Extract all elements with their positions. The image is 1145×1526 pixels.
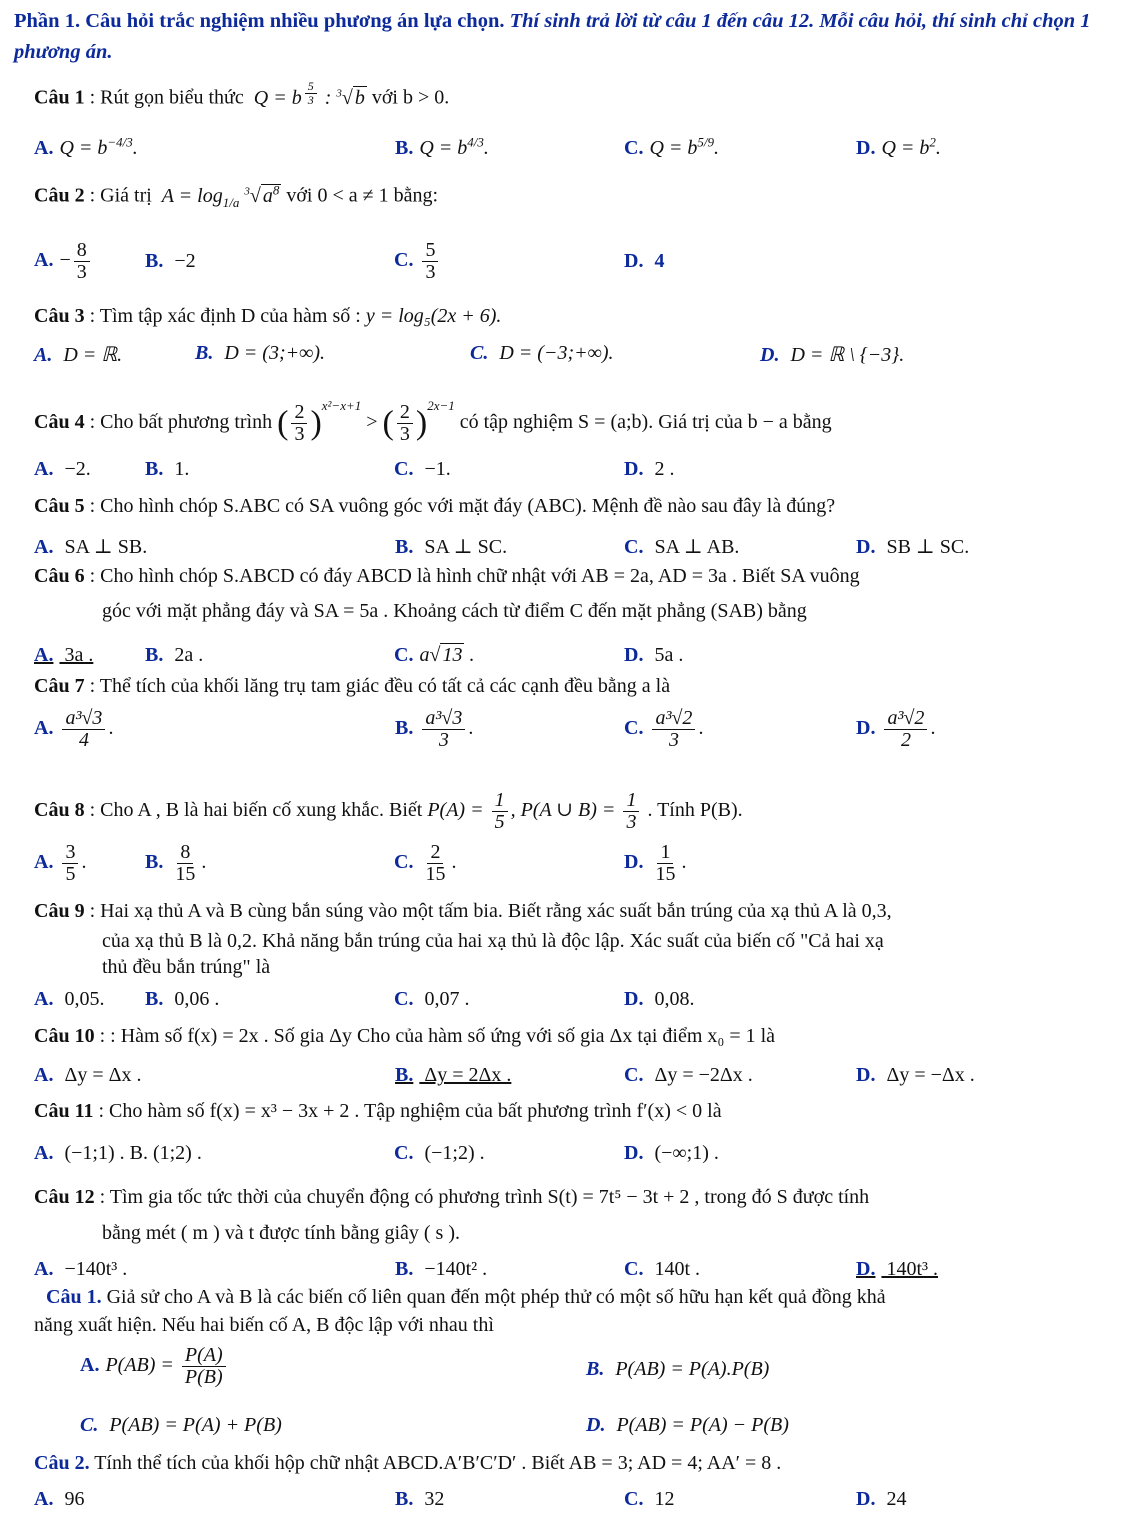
q1-option-b[interactable]: B. $Q = b^{4/3}$. <box>395 134 489 159</box>
q8-option-b[interactable]: B. $\frac{8}{15}$ . <box>145 841 207 885</box>
q8-option-d[interactable]: D. $\frac{1}{15}$ . <box>624 841 687 885</box>
extra1-option-b[interactable]: B. P(AB) = P(A).P(B) <box>586 1358 770 1380</box>
q11-option-a[interactable]: A. (−1;1) . B. (1;2) . <box>34 1142 202 1164</box>
extra-question-1-cont <box>34 1314 494 1337</box>
question-text: : Cho bất phương trình <box>89 411 273 433</box>
q4-option-b[interactable]: B. 1. <box>145 458 190 480</box>
question-text: : Tìm gia tốc tức thời của chuyển động có phương trình S(t) = 7t⁵ − 3t + 2 , trong đó S được tính <box>99 1186 870 1208</box>
q5-option-c[interactable]: C. SA ⊥ AB. <box>624 536 740 558</box>
q6-option-d[interactable]: D. 5a . <box>624 644 684 666</box>
q1-option-d[interactable]: D. $Q = b^2$. <box>856 134 941 159</box>
q7-option-c[interactable]: C. $\frac{\text{a³√2}}{3}$ . <box>624 707 704 751</box>
question-text: : Cho hàm số f(x) = x³ − 3x + 2 . Tập nghiệm của bất phương trình f′(x) < 0 là <box>98 1100 722 1122</box>
question-6 <box>34 565 860 588</box>
question-8 <box>34 790 743 833</box>
q9-option-c[interactable]: C. 0,07 . <box>394 988 470 1010</box>
question-4 <box>34 398 832 445</box>
q8-option-a[interactable]: A. $\frac{3}{5}$ . <box>34 841 87 885</box>
question-label: Câu 1 <box>34 86 85 109</box>
question-expr: ( $\frac{2}{3}$ )$^{x^2-x+1}$ > ( $\frac{2}{3}$ )$^{2x-1}$ <box>277 398 455 445</box>
q7-option-b[interactable]: B. $\frac{\text{a³√3}}{3}$ . <box>395 707 474 751</box>
q4-option-c[interactable]: C. −1. <box>394 458 451 480</box>
question-label: Câu 11 <box>34 1100 94 1122</box>
question-10 <box>34 1025 775 1048</box>
question-5 <box>34 495 835 518</box>
extra2-option-a[interactable]: A. 96 <box>34 1488 85 1510</box>
q1-option-c[interactable]: C. $Q = b^{5/9}$. <box>624 134 720 159</box>
question-text: : Cho hình chóp S.ABCD có đáy ABCD là hình chữ nhật với AB = 2a, AD = 3a . Biết SA vuông <box>89 565 860 587</box>
question-label: Câu 5 <box>34 495 85 517</box>
q6-option-a[interactable]: A. 3a . <box>34 644 94 666</box>
question-6-cont <box>102 600 807 623</box>
question-expr: Q = b $^{\frac{5}{3}}$ : $^3$√ b <box>248 79 365 109</box>
q3-option-b[interactable]: B. D = (3;+∞). <box>195 342 326 364</box>
question-condition: có tập nghiệm S = (a;b). Giá trị của b − a bằng <box>459 411 832 433</box>
extra2-option-c[interactable]: C. 12 <box>624 1488 675 1510</box>
q11-option-c[interactable]: C. (−1;2) . <box>394 1142 485 1164</box>
q6-option-c[interactable]: C. a√ 13 . <box>394 644 475 666</box>
q2-option-d[interactable]: D. 4 <box>624 250 665 272</box>
question-label: Câu 2 <box>34 184 85 207</box>
question-text: Giả sử cho A và B là các biến cố liên quan đến một phép thử có một số hữu hạn kết quả đồng khả <box>106 1286 886 1308</box>
part-instruction: Thí sinh trả lời từ câu 1 đến câu 12. Mỗi câu hỏi, thí sinh chỉ chọn 1 phương án. <box>14 10 1091 63</box>
q9-option-a[interactable]: A. 0,05. <box>34 988 105 1010</box>
q10-option-d[interactable]: D. Δy = −Δx . <box>856 1064 975 1086</box>
question-text: thủ đều bắn trúng" là <box>102 956 271 978</box>
question-label: Câu 2. <box>34 1452 90 1474</box>
q7-option-a[interactable]: A. $\frac{\text{a³√3}}{4}$ . <box>34 707 114 751</box>
q1-option-a[interactable]: A. $Q = b^{-4/3}$. <box>34 134 138 159</box>
part-header <box>14 6 1129 68</box>
q4-option-d[interactable]: D. 2 . <box>624 458 675 480</box>
q5-option-b[interactable]: B. SA ⊥ SC. <box>395 536 508 558</box>
question-text: : Cho hình chóp S.ABC có SA vuông góc với mặt đáy (ABC). Mệnh đề nào sau đây là đúng? <box>89 495 836 517</box>
q3-option-d[interactable]: D. D = ℝ \ {−3}. <box>760 344 905 366</box>
question-text: : Cho A , B là hai biến cố xung khắc. Biết <box>89 799 423 822</box>
q12-option-b[interactable]: B. −140t² . <box>395 1258 488 1280</box>
q12-option-d[interactable]: D. 140t³ . <box>856 1258 939 1280</box>
extra2-option-b[interactable]: B. 32 <box>395 1488 445 1510</box>
q3-option-c[interactable]: C. D = (−3;+∞). <box>470 342 614 364</box>
question-label: Câu 1. <box>46 1286 102 1308</box>
extra1-option-a[interactable]: A. P(AB) = $\frac{P(A)}{P(B)}$ <box>80 1345 229 1388</box>
q9-option-d[interactable]: D. 0,08. <box>624 988 695 1010</box>
q3-option-a[interactable]: A. D = ℝ. <box>34 344 123 366</box>
question-label: Câu 12 <box>34 1186 95 1208</box>
question-condition: với b > 0. <box>371 86 450 109</box>
question-text: của xạ thủ B là 0,2. Khả năng bắn trúng của hai xạ thủ là độc lập. Xác suất của biến cố "Cả hai xạ <box>102 930 884 952</box>
question-condition: với 0 < a ≠ 1 bằng: <box>286 184 439 207</box>
question-text: : Rút gọn biểu thức <box>89 86 244 109</box>
q11-option-d[interactable]: D. (−∞;1) . <box>624 1142 719 1164</box>
extra-question-2 <box>34 1452 781 1475</box>
question-expr: y = log₅(2x + 6). <box>365 305 502 327</box>
question-condition: . Tính P(B). <box>647 799 743 822</box>
question-text: : Hai xạ thủ A và B cùng bắn súng vào một tấm bia. Biết rằng xác suất bắn trúng của xạ thủ A là 0,3, <box>89 900 892 922</box>
question-9-cont2 <box>102 956 270 979</box>
question-9 <box>34 900 892 923</box>
q2-option-c[interactable]: C. $\frac{5}{3}$ <box>394 240 441 283</box>
question-text: bằng mét ( m ) và t được tính bằng giây ( s ). <box>102 1222 460 1244</box>
extra1-option-c[interactable]: C. P(AB) = P(A) + P(B) <box>80 1414 282 1436</box>
question-1 <box>34 80 449 110</box>
question-label: Câu 6 <box>34 565 85 587</box>
question-label: Câu 4 <box>34 411 85 433</box>
question-text: : Giá trị <box>89 184 152 207</box>
question-label: Câu 3 <box>34 305 85 327</box>
question-text: góc với mặt phẳng đáy và SA = 5a . Khoảng cách từ điểm C đến mặt phẳng (SAB) bằng <box>102 600 807 622</box>
question-text: : Tìm tập xác định D của hàm số : <box>89 305 361 327</box>
q10-option-b[interactable]: B. Δy = 2Δx . <box>395 1064 512 1086</box>
q7-option-d[interactable]: D. $\frac{\text{a³√2}}{2}$ . <box>856 707 936 751</box>
question-7 <box>34 675 670 698</box>
question-label: Câu 9 <box>34 900 85 922</box>
question-12-cont <box>102 1222 460 1245</box>
extra-question-1 <box>46 1286 886 1309</box>
question-label: Câu 7 <box>34 675 85 697</box>
question-11 <box>34 1100 722 1123</box>
q12-option-c[interactable]: C. 140t . <box>624 1258 701 1280</box>
extra1-option-d[interactable]: D. P(AB) = P(A) − P(B) <box>586 1414 789 1436</box>
question-text: : : Hàm số f(x) = 2x . Số gia Δy Cho của hàm số ứng với số gia Δx tại điểm x₀ = 1 là <box>99 1025 776 1047</box>
q4-option-a[interactable]: A. −2. <box>34 458 91 480</box>
question-expr: P(A) = $\frac{1}{5}$ , P(A ∪ B) = $\frac{1}{3}$ <box>427 799 642 821</box>
q5-option-a[interactable]: A. SA ⊥ SB. <box>34 536 148 558</box>
extra2-option-d[interactable]: D. 24 <box>856 1488 907 1510</box>
q12-option-a[interactable]: A. −140t³ . <box>34 1258 128 1280</box>
q2-option-a[interactable]: A. − $\frac{8}{3}$ <box>34 240 93 283</box>
question-12 <box>34 1186 869 1209</box>
question-label: Câu 8 <box>34 799 85 822</box>
question-9-cont <box>102 930 884 953</box>
q9-option-b[interactable]: B. 0,06 . <box>145 988 220 1010</box>
question-expr: $A = \log_{1/a} ^3√$ $a^8$ <box>156 182 280 210</box>
question-text: năng xuất hiện. Nếu hai biến cố A, B độc lập với nhau thì <box>34 1314 494 1336</box>
q10-option-a[interactable]: A. Δy = Δx . <box>34 1064 142 1086</box>
q6-option-b[interactable]: B. 2a . <box>145 644 204 666</box>
question-3 <box>34 305 501 328</box>
question-text: Tính thể tích của khối hộp chữ nhật ABCD.A′B′C′D′ . Biết AB = 3; AD = 4; AA′ = 8 . <box>94 1452 782 1474</box>
q8-option-c[interactable]: C. $\frac{2}{15}$ . <box>394 841 457 885</box>
part-title: Phần 1. Câu hỏi trắc nghiệm nhiều phương án lựa chọn. <box>14 10 505 32</box>
question-label: Câu 10 <box>34 1025 95 1047</box>
q5-option-d[interactable]: D. SB ⊥ SC. <box>856 536 970 558</box>
q10-option-c[interactable]: C. Δy = −2Δx . <box>624 1064 753 1086</box>
question-text: : Thể tích của khối lăng trụ tam giác đều có tất cả các cạnh đều bằng a là <box>89 675 671 697</box>
question-2 <box>34 182 438 211</box>
q2-option-b[interactable]: B. −2 <box>145 250 196 272</box>
